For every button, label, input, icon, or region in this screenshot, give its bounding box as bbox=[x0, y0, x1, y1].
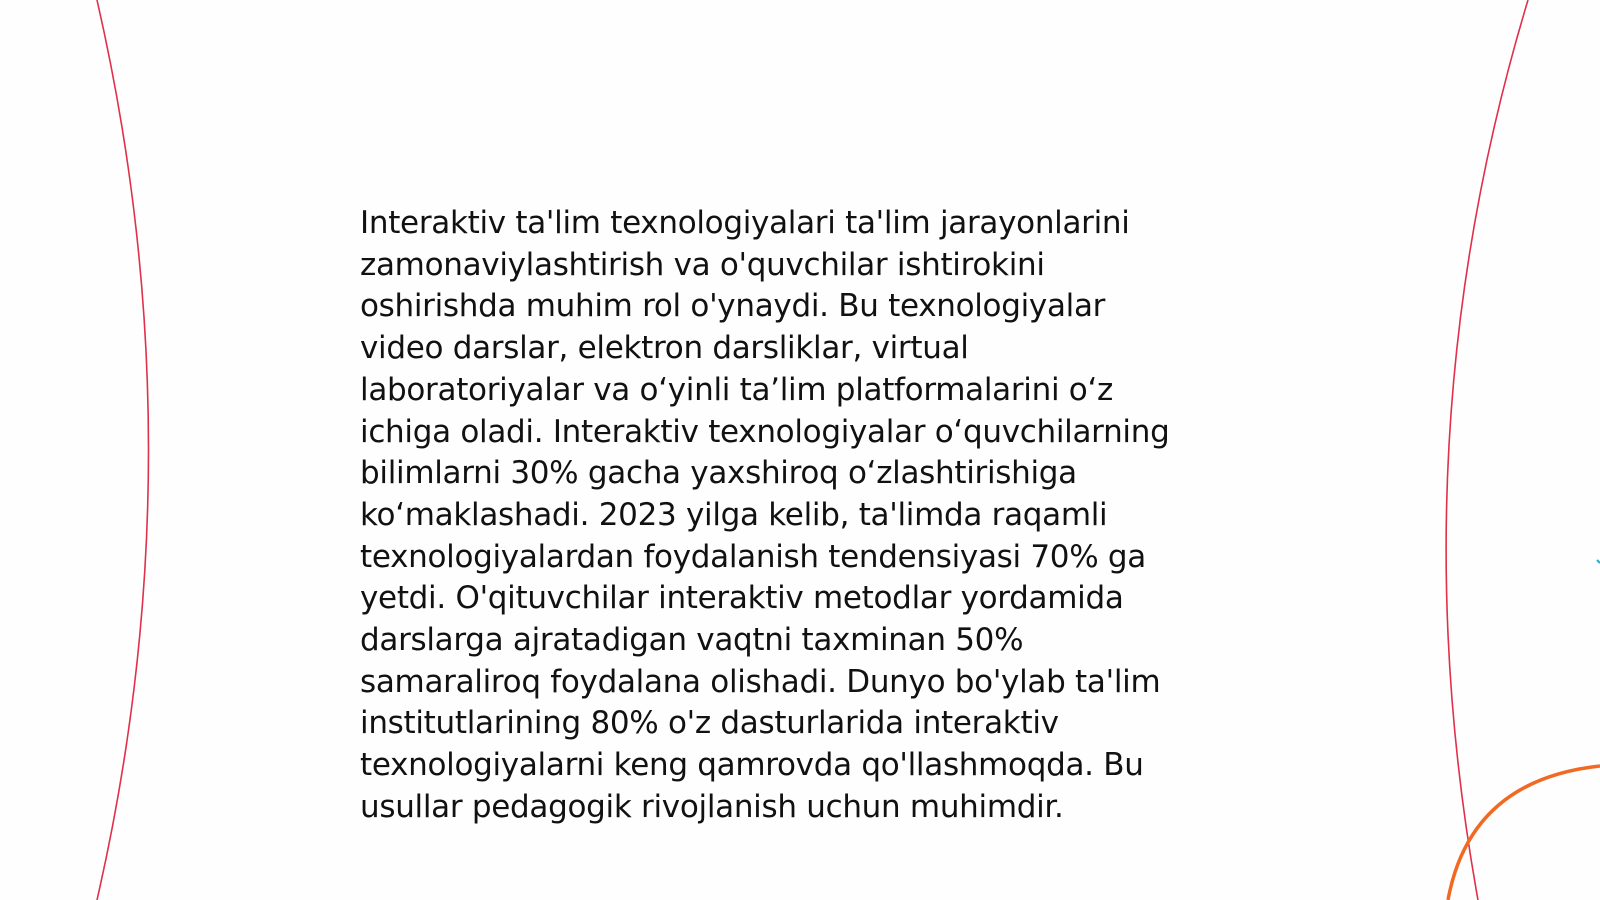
orange-arc-decoration bbox=[1448, 766, 1600, 900]
body-text: Interaktiv ta'lim texnologiyalari ta'lim jarayonlarini zamonaviylashtirish va o'quvchilar ishtirokini oshirishda muhim rol o'ynaydi. Bu texnologiyalar video darslar, elektron darsliklar, virtual laboratoriyalar va oʻyinli taʼlim platformalarini oʻz ichiga oladi. Interaktiv texnologiyalar oʻquvchilarning bilimlarni 30% gacha yaxshiroq oʻzlashtirishiga koʻmaklashadi. 2023 yilga kelib, ta'limda raqamli texnologiyalardan foydalanish tendensiyasi 70% ga yetdi. O'qituvchilar interaktiv metodlar yordamida darslarga ajratadigan vaqtni taxminan 50% samaraliroq foydalana olishadi. Dunyo bo'ylab ta'lim institutlarining 80% o'z dasturlarida interaktiv texnologiyalarni keng qamrovda qo'llashmoqda. Bu usullar pedagogik rivojlanish uchun muhimdir. bbox=[360, 205, 1170, 825]
right-arc-decoration bbox=[1446, 0, 1528, 900]
left-arc-decoration bbox=[97, 0, 149, 900]
